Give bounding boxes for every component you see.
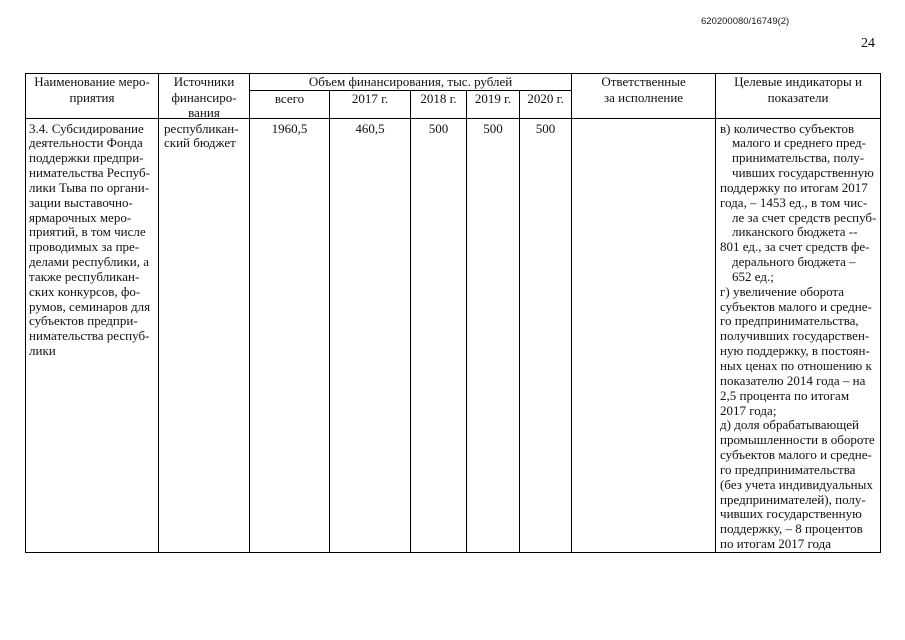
header-line: финансиро- [171,89,237,105]
cell-funding-2020 [520,119,572,553]
event-name-line: зации выставочно- [29,194,133,210]
event-name-line: также республикан- [29,268,140,284]
cell-funding-2019 [467,119,520,553]
indicator-line: дерального бюджета – [732,254,856,270]
header-event-name [26,74,159,119]
indicator-line: г) увеличение оборота [720,283,845,299]
header-funding-total [250,90,330,118]
event-name-line: лики [29,343,56,359]
header-funding-2018 [411,90,467,118]
funding-2019-value: 500 [483,120,503,136]
header-responsible-text [572,74,715,118]
indicator-line: ную поддержку, в постоян- [720,343,870,359]
indicator-line: субъектов малого и средне- [720,447,872,463]
indicator-line: го предпринимательства, [720,313,859,329]
header-funding-2017-label: 2017 г. [351,90,389,106]
indicator-line: предпринимателей), полу- [720,491,866,507]
indicator-line: чивших государственную [732,165,874,181]
header-target-indicators-text [716,74,880,118]
indicator-line: ных ценах по отношению к [720,358,872,373]
document-registration-code: 620200080/16749(2) [701,16,790,27]
event-name-line: 3.4. Субсидирование [29,120,144,136]
header-funding-2019-label: 2019 г. [474,90,512,106]
header-line: Целевые индикаторы и [734,74,862,89]
indicator-line: поддержку, – 8 процентов [720,521,863,537]
event-name-line: поддержки предпри- [29,150,144,166]
header-funding-2019 [467,90,520,118]
event-name-line: ярмарочных меро- [29,209,132,225]
header-line: Ответственные [601,74,686,89]
header-line: Источники [173,74,235,89]
cell-responsible [572,119,716,553]
indicator-line: малого и среднего пред- [732,135,866,151]
event-name-line: лики Тыва по органи- [29,179,150,195]
indicator-line: субъектов малого и средне- [720,298,872,314]
header-funding-2018-label: 2018 г. [420,90,457,106]
target-indicators-text [716,119,880,552]
header-line: приятия [69,89,115,105]
indicator-line: 652 ед.; [732,268,774,284]
cell-funding-2017 [330,119,411,553]
indicator-line: по итогам 2017 года [720,536,832,552]
header-line: вания [188,105,220,120]
indicator-line: 2,5 процента по итогам [720,387,850,403]
funding-total-value: 1960,5 [271,120,308,136]
event-name-line: приятий, в том числе [29,224,146,240]
indicator-line: получивших государствен- [720,328,870,344]
cell-funding-total [250,119,330,553]
event-name-text [26,119,158,359]
indicator-line: принимательства, полу- [732,150,865,166]
header-funding-2017 [330,90,411,118]
event-name-line: делами республики, а [29,254,150,270]
header-funding-2020 [520,90,572,118]
header-line: Наименование меро- [34,74,150,89]
header-funding-source [159,74,250,119]
header-funding-volume [250,74,572,91]
indicator-line: (без учета индивидуальных [720,476,873,492]
event-name-line: нимательства респуб- [29,328,150,344]
header-line: за исполнение [604,89,684,105]
header-target-indicators [716,74,881,119]
cell-funding-2018 [411,119,467,553]
funding-2017-value: 460,5 [355,120,385,136]
indicator-line: в) количество субъектов [720,120,855,136]
header-funding-source-text [159,74,249,118]
indicator-line: ле за счет средств респуб- [732,209,877,225]
table-row [26,119,881,553]
funding-2018-value: 500 [428,120,449,136]
event-name-line: ских конкурсов, фо- [29,283,141,299]
cell-target-indicators [716,119,881,553]
header-funding-2020-label: 2020 г. [527,90,564,106]
funding-source-line: ский бюджет [164,135,236,151]
indicator-line: поддержку по итогам 2017 [720,179,868,195]
cell-event-name [26,119,159,553]
funding-source-line: республикан- [164,120,239,136]
indicator-line: го предпринимательства [720,461,856,477]
header-event-name-text [26,74,158,118]
funding-2020-value: 500 [535,120,556,136]
indicator-line: 801 ед., за счет средств фе- [720,239,870,255]
indicator-line: года, – 1453 ед., в том чис- [720,194,868,210]
header-line: показатели [767,89,829,105]
page-number: 24 [861,36,875,51]
indicator-line: д) доля обрабатывающей [720,417,859,433]
indicator-line: 2017 года; [720,402,777,418]
funding-source-text [159,119,249,151]
table-header-row [26,74,881,91]
event-name-line: нимательства Респуб- [29,165,150,181]
event-name-line: румов, семинаров для [29,298,151,314]
cell-funding-source [159,119,250,553]
event-name-line: субъектов предпри- [29,313,138,329]
header-responsible [572,74,716,119]
event-name-line: проводимых за пре- [29,239,140,255]
event-name-line: деятельности Фонда [29,135,143,151]
header-funding-volume-label: Объем финансирования, тыс. рублей [308,74,513,89]
indicator-line: промышленности в обороте [720,432,875,448]
header-funding-total-label: всего [274,90,305,106]
funding-table [25,73,881,553]
indicator-line: чивших государственную [720,506,862,522]
indicator-line: показателю 2014 года – на [720,372,866,388]
indicator-line: ликанского бюджета -- [732,224,858,240]
